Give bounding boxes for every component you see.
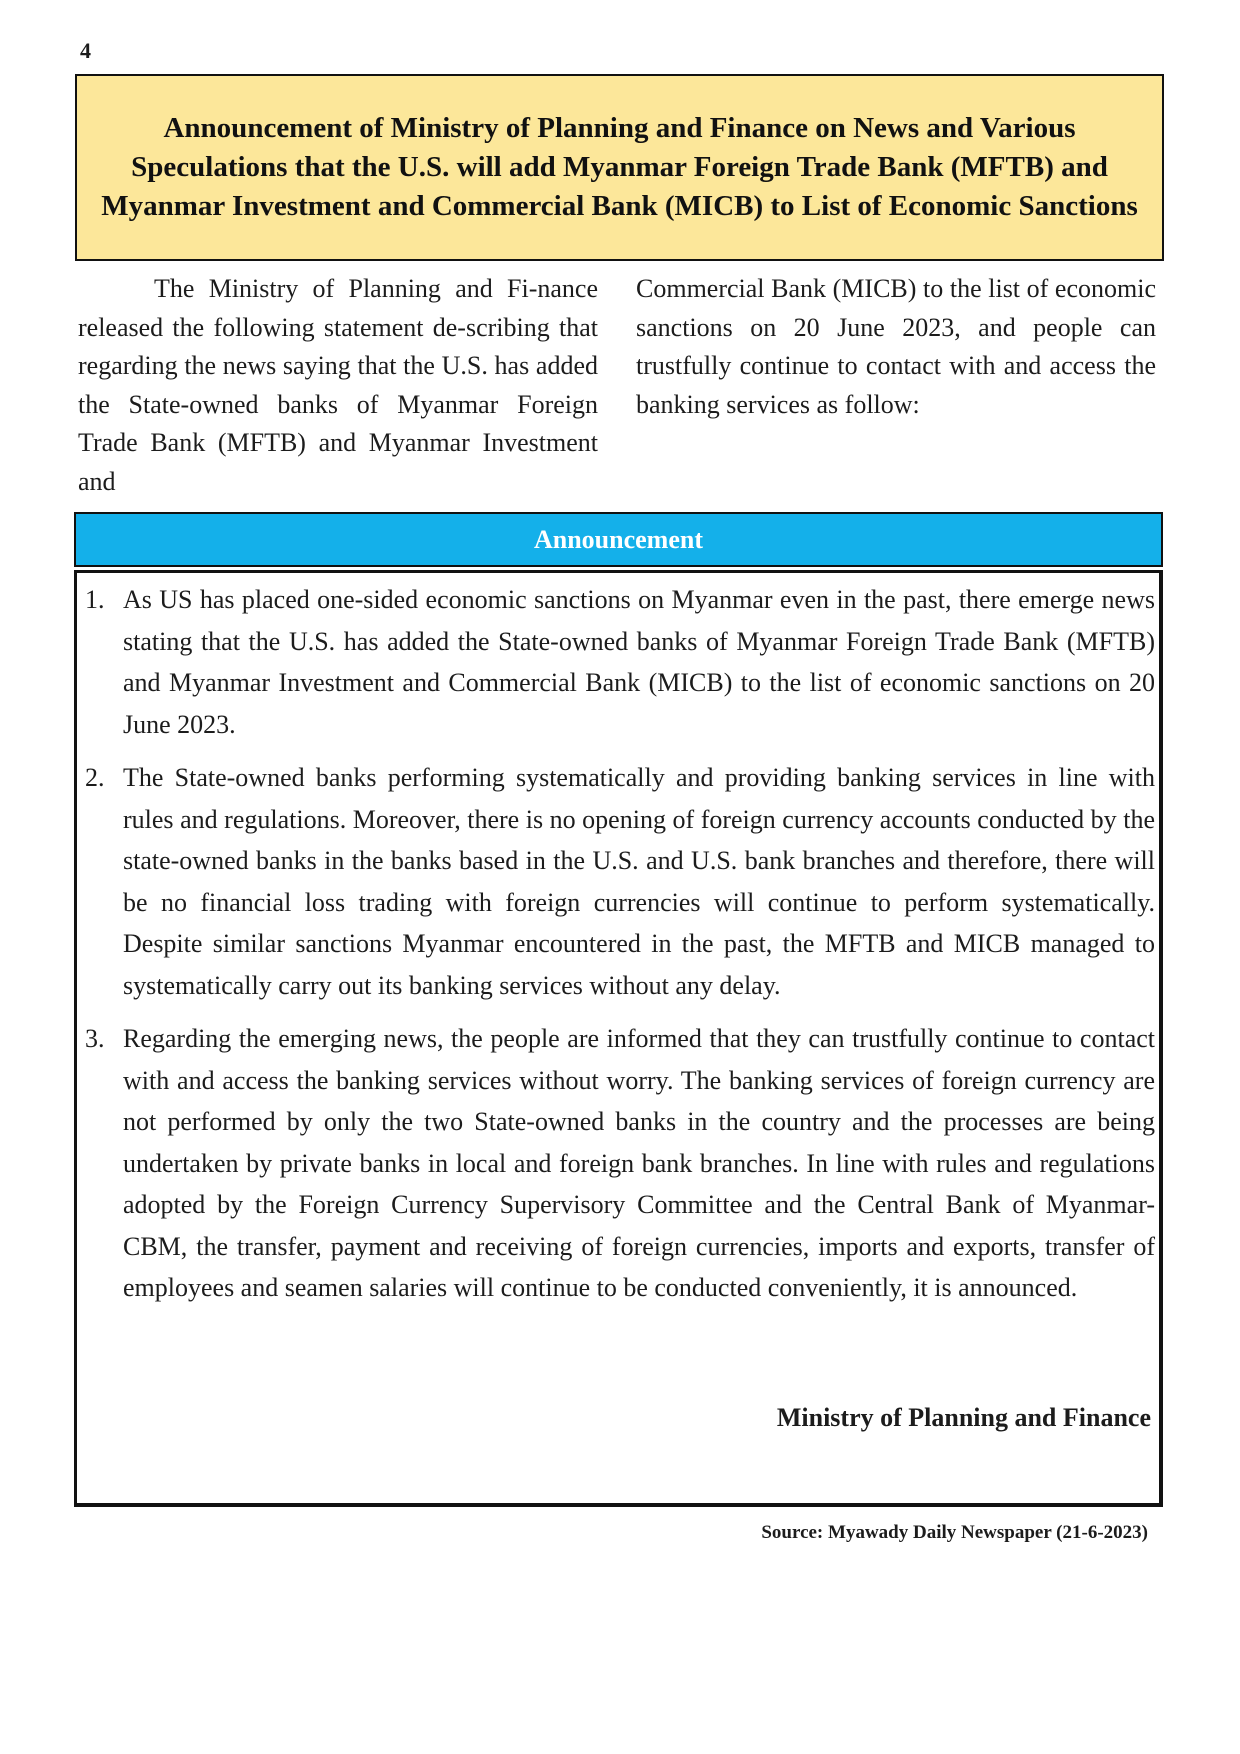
signature: Ministry of Planning and Finance bbox=[776, 1403, 1151, 1432]
announcement-header bbox=[74, 512, 1163, 567]
point-number: 1. bbox=[85, 585, 105, 614]
announcement-point-3 bbox=[85, 1018, 1155, 1309]
page-title: Announcement of Ministry of Planning and Finance on News and Various Speculations that the U.S. will add Myanmar Foreign Trade Bank (MFTB) and Myanmar Investment and Commercial Bank (MICB) to List of Economic Sanctions bbox=[101, 112, 1138, 222]
announcement-box bbox=[74, 570, 1163, 1507]
point-text: As US has placed one-sided economic sanctions on Myanmar even in the past, there emerge news stating that the U.S. has added the State-owned banks of Myanmar Foreign Trade Bank (MFTB) and Myanmar Investment and Commercial Bank (MICB) to the list of economic sanctions on 20 June 2023. bbox=[123, 585, 1155, 739]
point-text: The State-owned banks performing systematically and providing banking services in line with rules and regulations. Moreover, there is no opening of foreign currency accounts conducted by the state-owned banks in the banks based in the U.S. and U.S. bank branches and therefore, there will be no financial loss trading with foreign currencies will continue to perform systematically. Despite similar sanctions Myanmar encountered in the past, the MFTB and MICB managed to systematically carry out its banking services without any delay. bbox=[123, 763, 1155, 1000]
intro-left-column: The Ministry of Planning and Fi-nance released the following statement de-scribing that regarding the news saying that the U.S. has added the State-owned banks of Myanmar Foreign Trade Bank (MFTB) and Myanmar Investment and bbox=[78, 274, 598, 496]
announcement-point-2 bbox=[85, 757, 1155, 1006]
page-number: 4 bbox=[80, 38, 91, 63]
point-number: 2. bbox=[85, 763, 105, 792]
point-text: Regarding the emerging news, the people are informed that they can trustfully continue to contact with and access the banking services without worry. The banking services of foreign currency are not performed by only the two State-owned banks in the country and the processes are being undertaken by private banks in local and foreign bank branches. In line with rules and regulations adopted by the Foreign Currency Supervisory Committee and the Central Bank of Myanmar-CBM, the transfer, payment and receiving of foreign currencies, imports and exports, transfer of employees and seamen salaries will continue to be conducted conveniently, it is announced. bbox=[123, 1024, 1155, 1302]
announcement-point-1 bbox=[85, 579, 1155, 745]
point-number: 3. bbox=[85, 1024, 105, 1053]
intro-right-column: Commercial Bank (MICB) to the list of economic sanctions on 20 June 2023, and people can trustfully continue to contact with and access the banking services as follow: bbox=[636, 274, 1156, 419]
source-citation: Source: Myawady Daily Newspaper (21-6-2023) bbox=[761, 1522, 1148, 1543]
announcement-heading: Announcement bbox=[533, 524, 703, 554]
announcement-points bbox=[85, 579, 1155, 1321]
title-box bbox=[75, 74, 1164, 261]
intro-section bbox=[78, 270, 1156, 501]
